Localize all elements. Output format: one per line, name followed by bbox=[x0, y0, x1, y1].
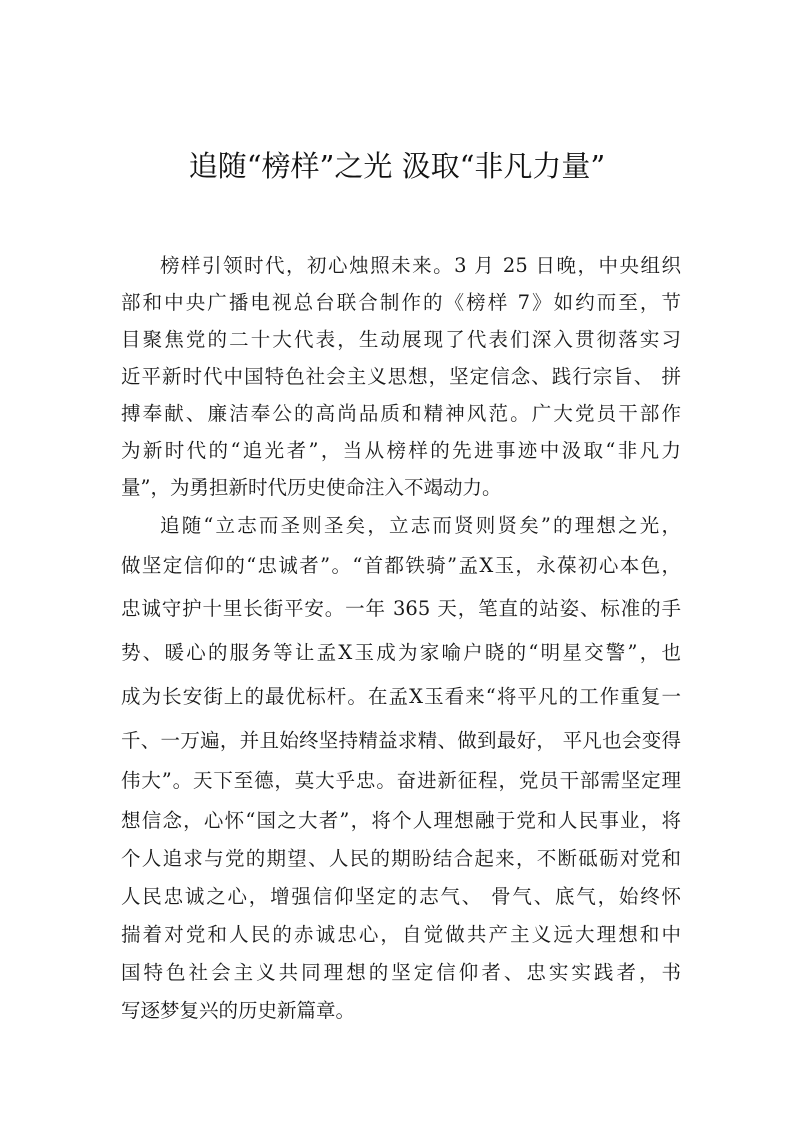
paragraph-2-line-13: 写逐梦复兴的历史新篇章。 bbox=[121, 999, 356, 1022]
paragraph-1-line-3: 目聚焦党的二十大代表，生动展现了代表们深入贯彻落实习 bbox=[121, 328, 681, 351]
paragraph-2-line-10: 人民忠诚之心，增强信仰坚定的志气、 骨气、底气，始终怀 bbox=[121, 885, 681, 908]
paragraph-2-line-12: 国特色社会主义共同理想的坚定信仰者、忠实实践者，书 bbox=[121, 961, 681, 984]
paragraph-1-line-5: 搏奉献、廉洁奉公的高尚品质和精神风范。广大党员干部作 bbox=[121, 402, 681, 425]
paragraph-2-line-8: 想信念，心怀“国之大者”，将个人理想融于党和人民事业，将 bbox=[121, 809, 681, 832]
paragraph-2-line-7: 伟大”。天下至德，莫大乎忠。奋进新征程，党员干部需坚定理 bbox=[121, 769, 681, 792]
paragraph-2-line-3: 忠诚守护十里长街平安。一年 365 天，笔直的站姿、标准的手 bbox=[121, 597, 681, 620]
paragraph-2-line-2: 做坚定信仰的“忠诚者”。“首都铁骑”孟X玉，永葆初心本色， bbox=[121, 554, 681, 577]
paragraph-1-line-7: 量”，为勇担新时代历史使命注入不竭动力。 bbox=[121, 476, 502, 499]
paragraph-2-line-6: 千、一万遍，并且始终坚持精益求精、做到最好， 平凡也会变得 bbox=[121, 729, 681, 752]
paragraph-1-line-1: 榜样引领时代，初心烛照未来。3 月 25 日晚，中央组织 bbox=[160, 254, 681, 277]
paragraph-1-line-2: 部和中央广播电视总台联合制作的《榜样 7》如约而至，节 bbox=[121, 291, 681, 314]
paragraph-1-line-6: 为新时代的“追光者”，当从榜样的先进事迹中汲取“非凡力 bbox=[121, 439, 681, 462]
document-title: 追随“榜样”之光 汲取“非凡力量” bbox=[188, 149, 606, 183]
paragraph-2-line-11: 揣着对党和人民的赤诚忠心，自觉做共产主义远大理想和中 bbox=[121, 923, 681, 946]
paragraph-1-line-4: 近平新时代中国特色社会主义思想，坚定信念、践行宗旨、 拼 bbox=[121, 365, 681, 388]
paragraph-2-line-4: 势、暖心的服务等让孟X玉成为家喻户晓的“明星交警”，也 bbox=[121, 641, 681, 664]
paragraph-2-line-1: 追随“立志而圣则圣矣，立志而贤则贤矣”的理想之光， bbox=[160, 514, 681, 537]
paragraph-2-line-9: 个人追求与党的期望、人民的期盼结合起来，不断砥砺对党和 bbox=[121, 847, 681, 870]
paragraph-2-line-5: 成为长安街上的最优标杆。在孟X玉看来“将平凡的工作重复一 bbox=[121, 685, 681, 708]
